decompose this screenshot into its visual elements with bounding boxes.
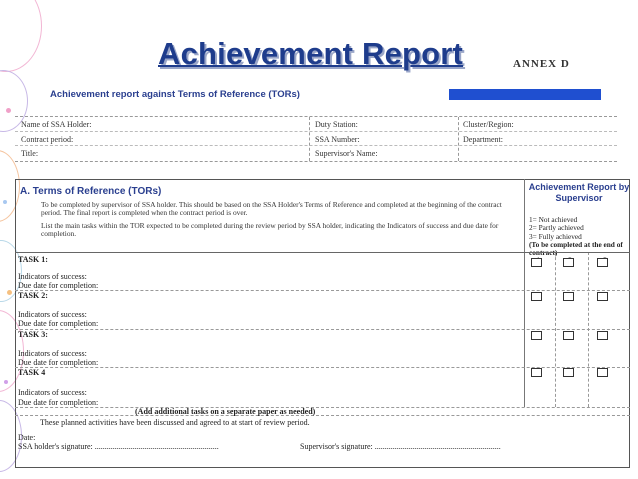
indicators-label: Indicators of success: <box>18 310 87 319</box>
instruction-text-2: List the main tasks within the TOR expected to be completed during the review period by SSA holder, indicating the Indicators of success and due date for completion. <box>41 221 499 239</box>
rating-checkbox[interactable] <box>597 368 608 377</box>
department-label: Department: <box>463 135 503 144</box>
task-label: TASK 1: <box>18 255 48 264</box>
scale-item: 1= Not achieved <box>529 215 578 224</box>
contract-period-label: Contract period: <box>21 135 74 144</box>
page-title: Achievement Report <box>158 36 464 71</box>
duty-station-label: Duty Station: <box>315 120 358 129</box>
rating-checkbox[interactable] <box>597 292 608 301</box>
indicators-label: Indicators of success: <box>18 272 87 281</box>
rating-checkbox[interactable] <box>531 368 542 377</box>
rating-checkbox[interactable] <box>563 292 574 301</box>
ssa-signature-line: SSA holder's signature: .............................................................. <box>18 442 219 451</box>
table-header-line <box>15 252 630 253</box>
scale-item: 3= Fully achieved <box>529 231 582 241</box>
name-field-label: Name of SSA Holder: <box>21 120 92 129</box>
info-grid <box>15 116 617 162</box>
scale-item: 2= Partly achieved <box>529 223 584 233</box>
due-date-label: Due date for completion: <box>18 281 99 290</box>
title-field-label: Title: <box>21 149 39 158</box>
rating-checkbox[interactable] <box>563 258 574 267</box>
blue-bar <box>449 89 601 100</box>
ssa-number-label: SSA Number: <box>315 135 360 144</box>
due-date-label: Due date for completion: <box>18 398 99 407</box>
rating-checkbox[interactable] <box>563 368 574 377</box>
due-date-label: Due date for completion: <box>18 319 99 328</box>
instruction-text-1: To be completed by supervisor of SSA holder. This should be based on the SSA Holder's Terms of Reference and completed at the beginning of the contract period. The final report is completed when the contract period is over. <box>41 200 502 218</box>
scale-note: (To be completed at the end of contract) <box>529 239 623 258</box>
task-label: TASK 2: <box>18 291 48 300</box>
supervisor-name-label: Supervisor's Name: <box>315 149 378 158</box>
row-divider <box>15 290 630 291</box>
subtitle: Achievement report against Terms of Reference (TORs) <box>50 89 300 100</box>
rating-checkbox[interactable] <box>597 331 608 340</box>
due-date-label: Due date for completion: <box>18 358 99 367</box>
agreement-statement: These planned activities have been discussed and agreed to at start of review period. <box>40 418 310 427</box>
column-divider <box>524 179 525 407</box>
annex-label: ANNEX D <box>513 58 570 70</box>
date-label: Date: <box>18 433 36 442</box>
rating-checkbox[interactable] <box>531 258 542 267</box>
supervisor-signature-line: Supervisor's signature: ............................................................... <box>300 442 501 451</box>
achievement-heading: Achievement Report by Supervisor <box>528 182 630 203</box>
additional-tasks-note: (Add additional tasks on a separate paper as needed) <box>135 407 316 416</box>
indicators-label: Indicators of success: <box>18 388 87 397</box>
task-label: TASK 3: <box>18 330 48 339</box>
row-divider <box>15 329 630 330</box>
rating-checkbox[interactable] <box>531 331 542 340</box>
task-label: TASK 4 <box>18 368 46 377</box>
rating-checkbox[interactable] <box>531 292 542 301</box>
rating-checkbox[interactable] <box>563 331 574 340</box>
row-divider <box>15 407 630 408</box>
row-divider <box>15 415 630 416</box>
indicators-label: Indicators of success: <box>18 349 87 358</box>
section-heading: A. Terms of Reference (TORs) <box>20 186 162 197</box>
cluster-region-label: Cluster/Region: <box>463 120 514 129</box>
rating-checkbox[interactable] <box>597 258 608 267</box>
